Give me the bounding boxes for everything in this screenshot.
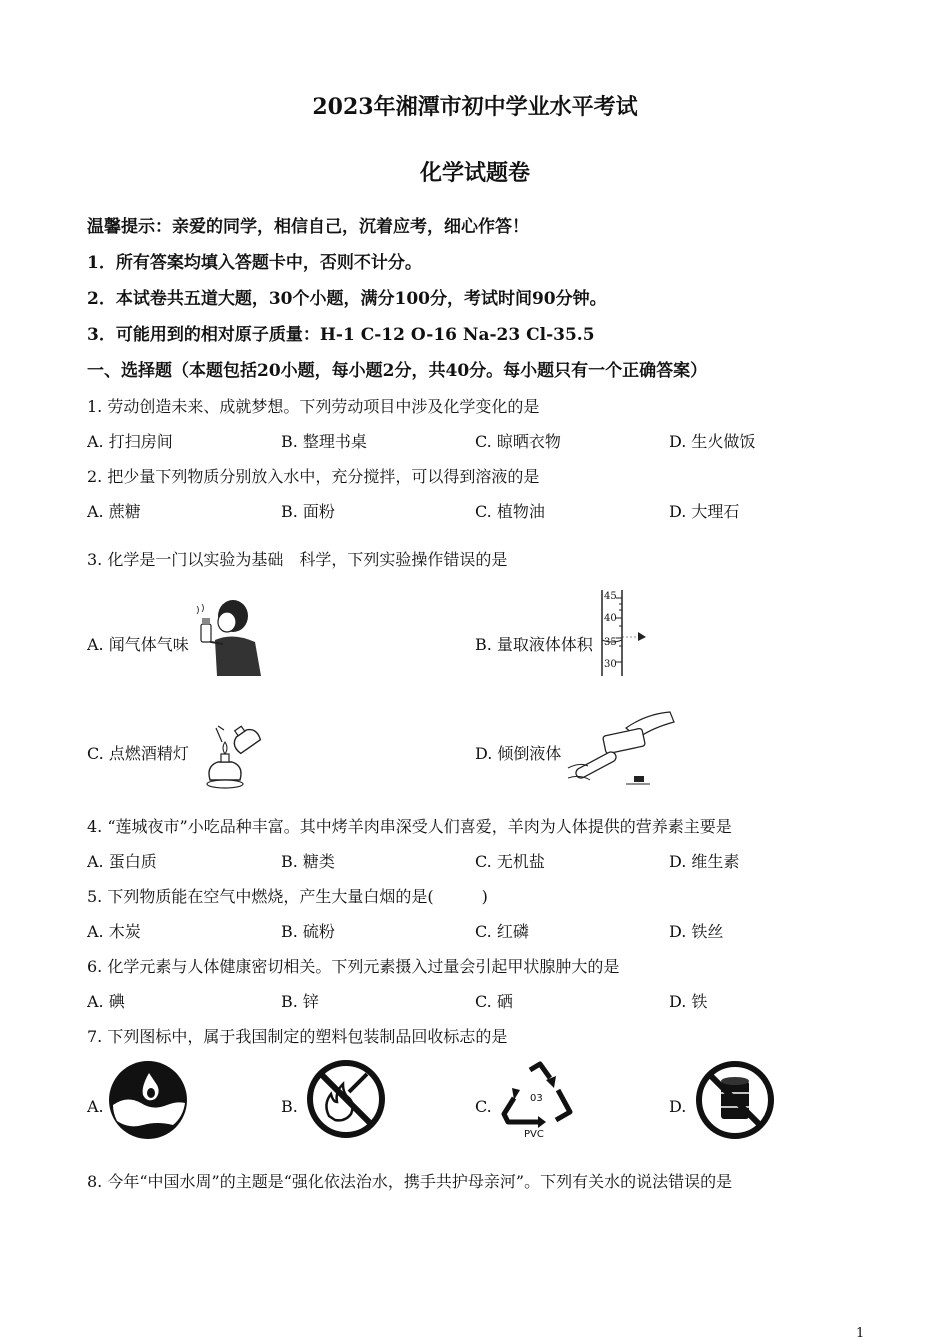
q3-option-d: D. 倾倒液体 [475, 744, 562, 763]
q7-option-d: D. [669, 1097, 687, 1116]
q1-option-d: D. 生火做饭 [669, 432, 756, 451]
q6-option-c: C. 硒 [475, 992, 513, 1011]
q2-option-d: D. 大理石 [669, 502, 740, 521]
q1-option-b: B. 整理书桌 [281, 432, 367, 451]
q4-option-d: D. 维生素 [669, 852, 740, 871]
smell-gas-figure [193, 596, 265, 678]
question-4-stem: 4. “莲城夜市”小吃品种丰富。其中烤羊肉串深受人们喜爱，羊肉为人体提供的营养素主要是 [87, 817, 732, 836]
no-fire-icon [305, 1058, 387, 1140]
note-1: 1．所有答案均填入答题卡中，否则不计分。 [87, 253, 422, 273]
water-saving-icon [107, 1059, 189, 1141]
cylinder-tick-40: 40 [604, 613, 617, 624]
recycle-label: PVC [524, 1129, 544, 1140]
recycle-code: 03 [530, 1093, 543, 1104]
note-3: 3．可能用到的相对原子质量：H-1 C-12 O-16 Na-23 Cl-35.5 [87, 325, 595, 345]
q3-option-b: B. 量取液体体积 [475, 635, 593, 654]
q7-option-b: B. [281, 1097, 298, 1116]
question-3-stem: 3. 化学是一门以实验为基础 科学，下列实验操作错误的是 [87, 550, 508, 569]
q2-option-b: B. 面粉 [281, 502, 335, 521]
page-title: 2023年湘潭市初中学业水平考试 [312, 94, 638, 120]
q1-option-c: C. 晾晒衣物 [475, 432, 561, 451]
q4-option-b: B. 糖类 [281, 852, 335, 871]
q6-option-b: B. 锌 [281, 992, 319, 1011]
note-2: 2．本试卷共五道大题，30个小题，满分100分，考试时间90分钟。 [87, 289, 607, 309]
question-8-stem: 8. 今年“中国水周”的主题是“强化依法治水，携手共护母亲河”。下列有关水的说法错误的是 [87, 1172, 733, 1191]
q5-option-c: C. 红磷 [475, 922, 529, 941]
q2-option-a: A. 蔗糖 [87, 502, 141, 521]
q3-option-c: C. 点燃酒精灯 [87, 744, 189, 763]
q6-option-d: D. 铁 [669, 992, 708, 1011]
cylinder-tick-45: 45 [604, 591, 617, 602]
cylinder-tick-30: 30 [604, 659, 617, 670]
q2-option-c: C. 植物油 [475, 502, 545, 521]
q5-option-b: B. 硫粉 [281, 922, 335, 941]
question-2-stem: 2. 把少量下列物质分别放入水中，充分搅拌，可以得到溶液的是 [87, 467, 540, 486]
cylinder-tick-35: 35 [604, 637, 617, 648]
question-6-stem: 6. 化学元素与人体健康密切相关。下列元素摄入过量会引起甲状腺肿大的是 [87, 957, 620, 976]
section-heading: 一、选择题（本题包括20小题，每小题2分，共40分。每小题只有一个正确答案） [87, 361, 708, 381]
note-reminder: 温馨提示：亲爱的同学，相信自己，沉着应考，细心作答！ [87, 217, 529, 237]
q3-option-a: A. 闻气体气味 [87, 635, 189, 654]
question-1-stem: 1. 劳动创造未来、成就梦想。下列劳动项目中涉及化学变化的是 [87, 397, 540, 416]
page-number: 1 [856, 1326, 865, 1341]
q5-option-a: A. 木炭 [87, 922, 141, 941]
q5-option-d: D. 铁丝 [669, 922, 724, 941]
page-subtitle: 化学试题卷 [419, 160, 530, 186]
pour-liquid-figure [566, 708, 678, 794]
q4-option-c: C. 无机盐 [475, 852, 545, 871]
q7-option-c: C. [475, 1097, 492, 1116]
q4-option-a: A. 蛋白质 [87, 852, 157, 871]
no-oil-drum-icon [694, 1059, 776, 1141]
q7-option-a: A. [87, 1097, 104, 1116]
question-7-stem: 7. 下列图标中，属于我国制定的塑料包装制品回收标志的是 [87, 1027, 508, 1046]
alcohol-lamp-figure [196, 718, 272, 796]
question-5-stem: 5. 下列物质能在空气中燃烧，产生大量白烟的是( ) [87, 887, 488, 906]
q1-option-a: A. 打扫房间 [87, 432, 173, 451]
q6-option-a: A. 碘 [87, 992, 125, 1011]
